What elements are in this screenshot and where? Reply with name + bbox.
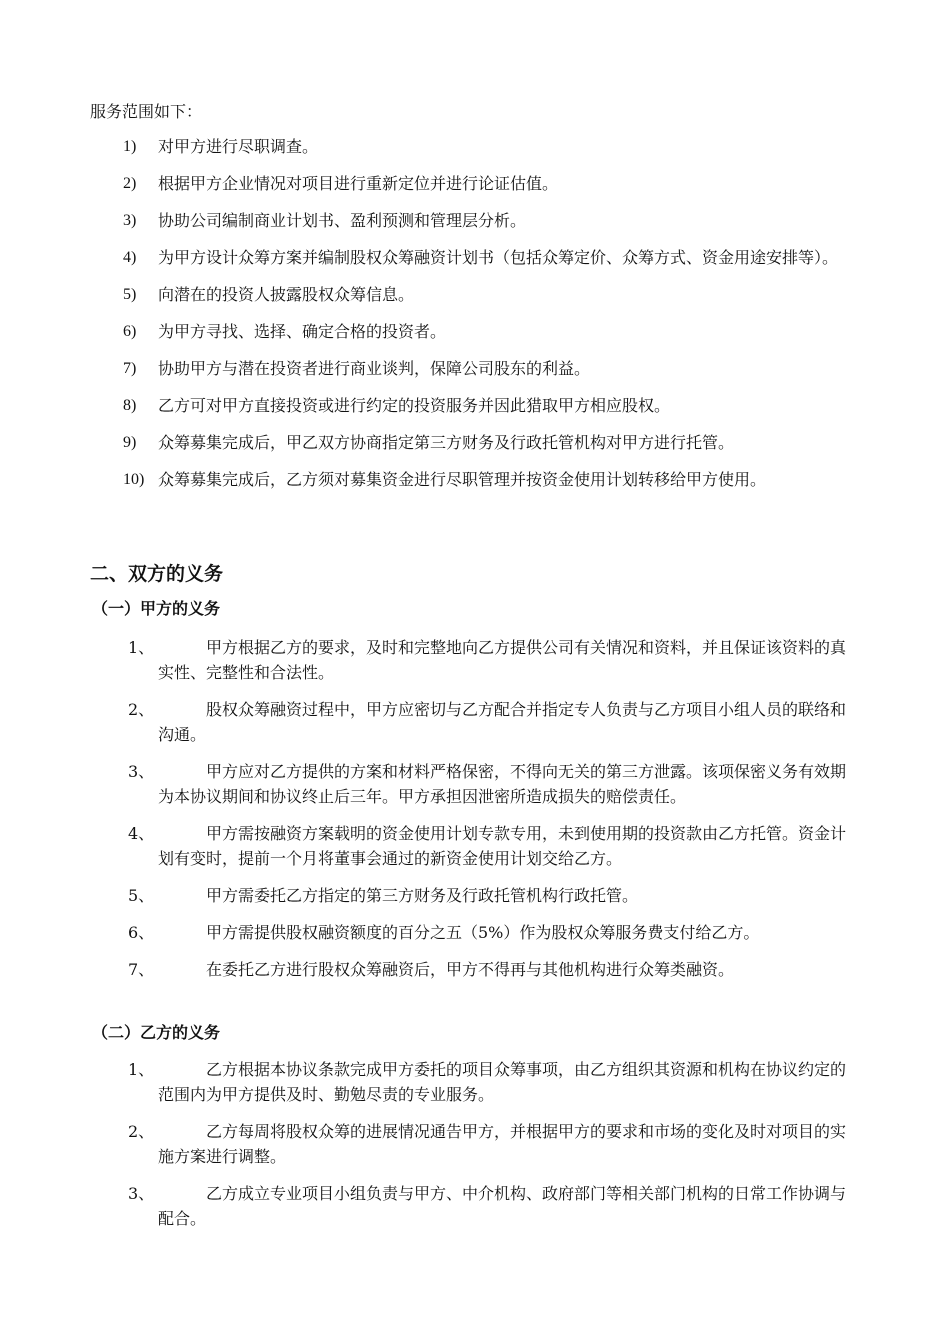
- list-item: [0, 1057, 858, 1107]
- list-number: 3): [123, 212, 137, 229]
- section-heading: 二、双方的义务: [90, 563, 224, 585]
- list-text: 乙方可对甲方直接投资或进行约定的投资服务并因此猎取甲方相应股权。: [158, 396, 671, 415]
- list-text: 为甲方设计众筹方案并编制股权众筹融资计划书（包括众筹定价、众筹方式、资金用途安排等）。: [158, 248, 839, 267]
- list-item: [0, 172, 858, 196]
- list-text: 向潜在的投资人披露股权众筹信息。: [158, 285, 415, 304]
- list-item: [0, 883, 858, 908]
- list-item: [0, 920, 858, 945]
- list-number: 4): [123, 249, 137, 266]
- list-item: [0, 283, 858, 307]
- party-b-duties: [0, 1057, 950, 1243]
- list-item: [0, 394, 858, 418]
- list-text: 甲方根据乙方的要求，及时和完整地向乙方提供公司有关情况和资料，并且保证该资料的真实性、完整性和合法性。: [158, 638, 847, 682]
- list-item: [0, 1119, 858, 1169]
- list-number: 7、: [128, 960, 155, 979]
- list-text: 乙方成立专业项目小组负责与甲方、中介机构、政府部门等相关部门机构的日常工作协调与配合。: [158, 1184, 847, 1228]
- list-number: 5): [123, 286, 137, 303]
- list-text: 协助公司编制商业计划书、盈利预测和管理层分析。: [158, 211, 527, 230]
- list-text: 众筹募集完成后，甲乙双方协商指定第三方财务及行政托管机构对甲方进行托管。: [158, 433, 735, 452]
- list-text: 协助甲方与潜在投资者进行商业谈判，保障公司股东的利益。: [158, 359, 591, 378]
- list-text: 乙方根据本协议条款完成甲方委托的项目众筹事项，由乙方组织其资源和机构在协议约定的范围内为甲方提供及时、勤勉尽责的专业服务。: [158, 1060, 847, 1104]
- list-text: 根据甲方企业情况对项目进行重新定位并进行论证估值。: [158, 174, 559, 193]
- list-item: [0, 821, 858, 871]
- list-text: 对甲方进行尽职调查。: [158, 137, 319, 156]
- list-item: [0, 759, 858, 809]
- list-text: 甲方应对乙方提供的方案和材料严格保密，不得向无关的第三方泄露。该项保密义务有效期为本协议期间和协议终止后三年。甲方承担因泄密所造成损失的赔偿责任。: [158, 762, 847, 806]
- list-text: 为甲方寻找、选择、确定合格的投资者。: [158, 322, 447, 341]
- list-item: [0, 468, 858, 492]
- party-b-heading: （二）乙方的义务: [92, 1023, 221, 1042]
- list-item: [0, 246, 858, 270]
- list-text: 甲方需委托乙方指定的第三方财务及行政托管机构行政托管。: [206, 886, 639, 905]
- list-number: 2、: [128, 700, 155, 719]
- list-number: 1、: [128, 638, 155, 657]
- list-number: 8): [123, 397, 137, 414]
- list-number: 5、: [128, 886, 155, 905]
- list-text: 众筹募集完成后，乙方须对募集资金进行尽职管理并按资金使用计划转移给甲方使用。: [158, 470, 767, 489]
- list-item: [0, 1181, 858, 1231]
- list-number: 1): [123, 138, 137, 155]
- list-item: [0, 357, 858, 381]
- scope-list: [0, 135, 950, 505]
- list-text: 甲方需按融资方案载明的资金使用计划专款专用，未到使用期的投资款由乙方托管。资金计划有变时，提前一个月将董事会通过的新资金使用计划交给乙方。: [158, 824, 847, 868]
- list-number: 7): [123, 360, 137, 377]
- list-item: [0, 635, 858, 685]
- list-item: [0, 320, 858, 344]
- intro-text: 服务范围如下：: [90, 102, 203, 121]
- list-text: 乙方每周将股权众筹的进展情况通告甲方，并根据甲方的要求和市场的变化及时对项目的实施方案进行调整。: [158, 1122, 847, 1166]
- list-item: [0, 957, 858, 982]
- list-number: 2): [123, 175, 137, 192]
- list-item: [0, 431, 858, 455]
- list-number: 10): [123, 471, 145, 488]
- list-item: [0, 209, 858, 233]
- list-number: 3、: [128, 1184, 155, 1203]
- party-a-duties: [0, 635, 950, 994]
- list-text: 甲方需提供股权融资额度的百分之五（5%）作为股权众筹服务费支付给乙方。: [206, 923, 760, 942]
- list-number: 3、: [128, 762, 155, 781]
- list-number: 2、: [128, 1122, 155, 1141]
- party-a-heading: （一）甲方的义务: [92, 599, 221, 618]
- list-item: [0, 697, 858, 747]
- list-number: 1、: [128, 1060, 155, 1079]
- list-number: 6、: [128, 923, 155, 942]
- list-number: 6): [123, 323, 137, 340]
- list-number: 4、: [128, 824, 155, 843]
- list-text: 在委托乙方进行股权众筹融资后，甲方不得再与其他机构进行众筹类融资。: [206, 960, 735, 979]
- list-number: 9): [123, 434, 137, 451]
- list-item: [0, 135, 858, 159]
- list-text: 股权众筹融资过程中，甲方应密切与乙方配合并指定专人负责与乙方项目小组人员的联络和沟通。: [158, 700, 847, 744]
